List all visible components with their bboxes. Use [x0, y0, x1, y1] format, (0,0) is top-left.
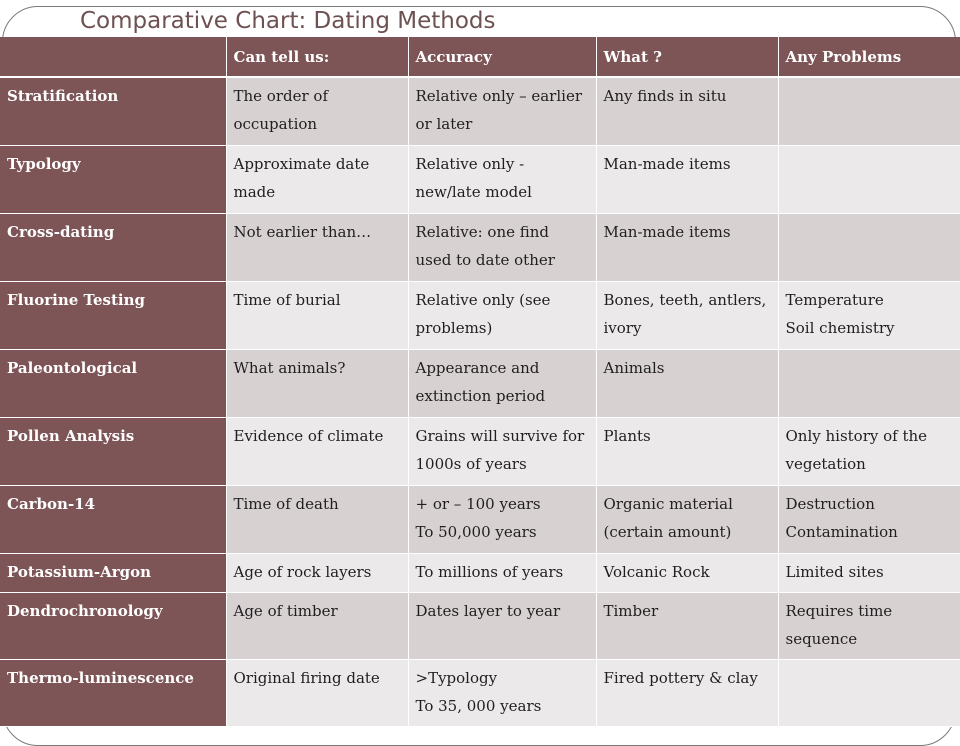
- method-name: Carbon-14: [0, 485, 226, 553]
- what-cell: Any finds in situ: [596, 77, 778, 145]
- what-cell: Animals: [596, 349, 778, 417]
- header-row: [0, 37, 960, 77]
- page-title: Comparative Chart: Dating Methods: [80, 8, 496, 34]
- method-name: Paleontological: [0, 349, 226, 417]
- can-tell-us-cell: Age of rock layers: [226, 553, 408, 592]
- accuracy-cell: Relative: one find used to date other: [408, 213, 596, 281]
- problems-cell: Requires time sequence: [778, 592, 960, 659]
- can-tell-us-cell: Original firing date: [226, 659, 408, 726]
- accuracy-cell-line: To 35, 000 years: [415, 696, 542, 715]
- problems-cell-line: Temperature: [785, 290, 884, 309]
- can-tell-us-cell: Age of timber: [226, 592, 408, 659]
- problems-cell: Only history of the vegetation: [778, 417, 960, 485]
- what-cell: Plants: [596, 417, 778, 485]
- what-cell: Man-made items: [596, 213, 778, 281]
- method-name: Typology: [0, 145, 226, 213]
- what-cell: Man-made items: [596, 145, 778, 213]
- what-cell: Timber: [596, 592, 778, 659]
- table-row: [0, 349, 960, 417]
- what-cell: Bones, teeth, antlers, ivory: [596, 281, 778, 349]
- table-row: [0, 485, 960, 553]
- table-row: [0, 659, 960, 726]
- table-row: [0, 592, 960, 659]
- method-name: Pollen Analysis: [0, 417, 226, 485]
- problems-cell: [778, 213, 960, 281]
- header-what: What ?: [596, 37, 778, 77]
- table-row: [0, 281, 960, 349]
- accuracy-cell: [408, 659, 596, 726]
- accuracy-cell: [408, 485, 596, 553]
- accuracy-cell-line: >Typology: [415, 668, 498, 687]
- can-tell-us-cell: The order of occupation: [226, 77, 408, 145]
- problems-cell: [778, 77, 960, 145]
- problems-cell: Limited sites: [778, 553, 960, 592]
- can-tell-us-cell: Time of burial: [226, 281, 408, 349]
- table-row: [0, 145, 960, 213]
- can-tell-us-cell: What animals?: [226, 349, 408, 417]
- what-cell: Volcanic Rock: [596, 553, 778, 592]
- table-row: [0, 553, 960, 592]
- table-row: [0, 213, 960, 281]
- problems-cell: [778, 485, 960, 553]
- header-can-tell-us: Can tell us:: [226, 37, 408, 77]
- can-tell-us-cell: Not earlier than…: [226, 213, 408, 281]
- table-row: [0, 77, 960, 145]
- problems-cell: [778, 659, 960, 726]
- accuracy-cell: Relative only (see problems): [408, 281, 596, 349]
- what-cell: Fired pottery & clay: [596, 659, 778, 726]
- problems-cell: [778, 349, 960, 417]
- method-name: Thermo-luminescence: [0, 659, 226, 726]
- dating-methods-table: [0, 37, 960, 727]
- accuracy-cell: To millions of years: [408, 553, 596, 592]
- accuracy-cell-line: + or – 100 years: [415, 494, 541, 513]
- method-name: Stratification: [0, 77, 226, 145]
- accuracy-cell: Relative only – earlier or later: [408, 77, 596, 145]
- what-cell: Organic material (certain amount): [596, 485, 778, 553]
- accuracy-cell: Grains will survive for 1000s of years: [408, 417, 596, 485]
- can-tell-us-cell: Time of death: [226, 485, 408, 553]
- method-name: Cross-dating: [0, 213, 226, 281]
- header-any-problems: Any Problems: [778, 37, 960, 77]
- problems-cell: [778, 145, 960, 213]
- can-tell-us-cell: Approximate date made: [226, 145, 408, 213]
- problems-cell-line: Contamination: [785, 522, 898, 541]
- can-tell-us-cell: Evidence of climate: [226, 417, 408, 485]
- method-name: Potassium-Argon: [0, 553, 226, 592]
- method-name: Fluorine Testing: [0, 281, 226, 349]
- problems-cell: [778, 281, 960, 349]
- accuracy-cell-line: To 50,000 years: [415, 522, 537, 541]
- problems-cell-line: Destruction: [785, 494, 875, 513]
- accuracy-cell: Relative only - new/late model: [408, 145, 596, 213]
- accuracy-cell: Dates layer to year: [408, 592, 596, 659]
- method-name: Dendrochronology: [0, 592, 226, 659]
- header-accuracy: Accuracy: [408, 37, 596, 77]
- table-row: [0, 417, 960, 485]
- accuracy-cell: Appearance and extinction period: [408, 349, 596, 417]
- problems-cell-line: Soil chemistry: [785, 318, 895, 337]
- header-corner: [0, 37, 226, 77]
